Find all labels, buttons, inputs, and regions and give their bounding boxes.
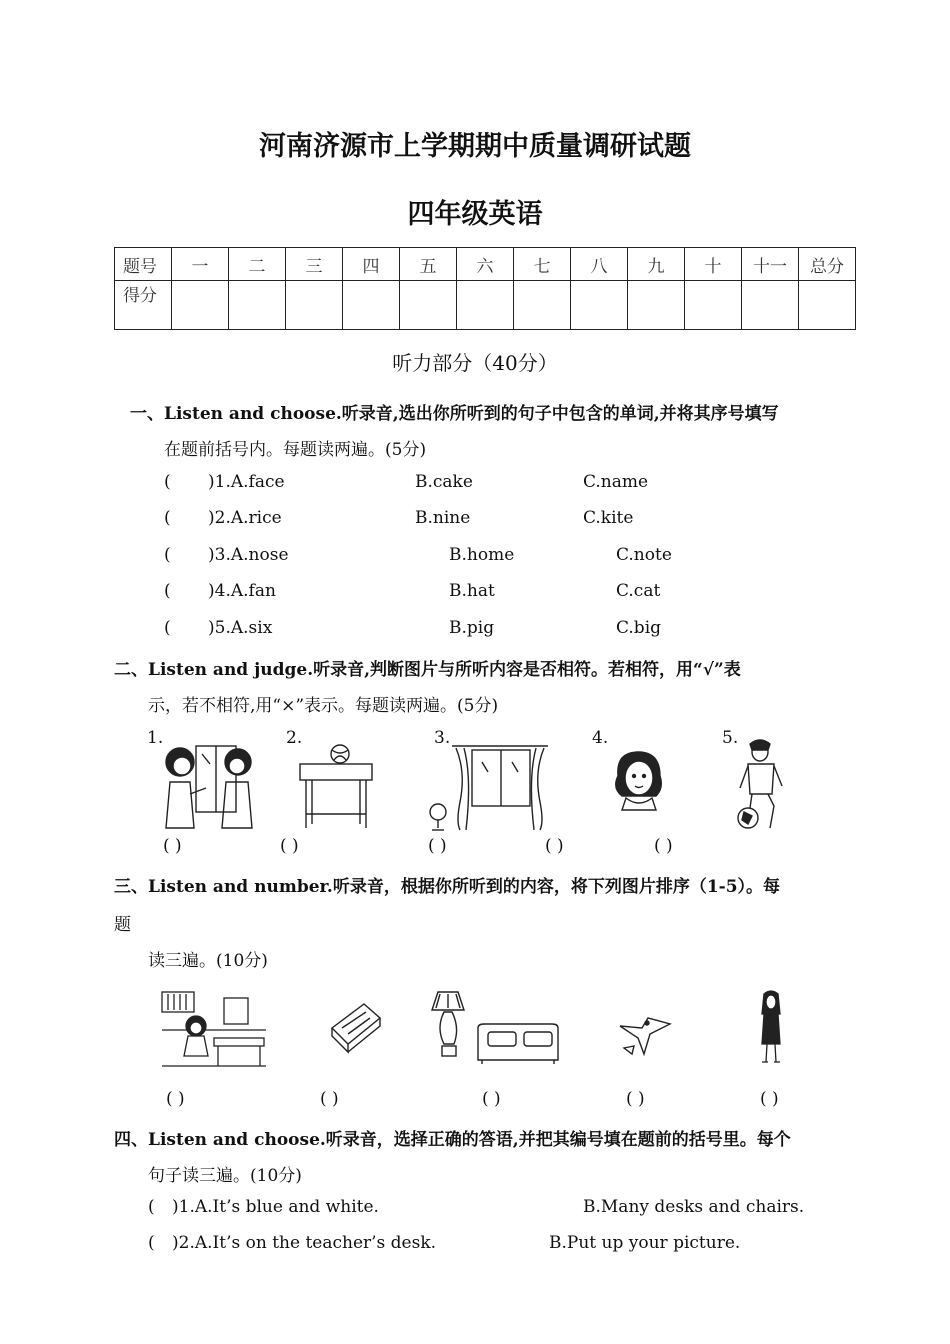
exam-subtitle: 四年级英语 (407, 199, 543, 230)
table-header-cell: 八 (571, 248, 628, 281)
score-cell[interactable] (685, 281, 742, 330)
answer-bracket[interactable]: ( ) (545, 836, 564, 856)
bird-picture (616, 1004, 674, 1060)
q1-heading: 一、Listen and choose.听录音,选出你所听到的句子中包含的单词,并将其序号填写 (130, 404, 779, 424)
score-table (114, 247, 856, 330)
table-header-cell: 七 (514, 248, 571, 281)
score-cell[interactable] (742, 281, 799, 330)
desk-with-ball-picture (296, 744, 376, 832)
answer-bracket[interactable]: ( ) (654, 836, 673, 856)
exam-title: 河南济源市上学期期中质量调研试题 (259, 131, 691, 162)
lamp-and-sofa-picture (428, 988, 562, 1066)
option-b: B.Put up your picture. (549, 1233, 741, 1253)
answer-paren[interactable]: ( (164, 618, 171, 638)
picture-number: 1. (147, 728, 164, 748)
answer-bracket[interactable]: ( ) (626, 1089, 645, 1109)
score-cell[interactable] (799, 281, 856, 330)
answer-paren[interactable]: ( (148, 1233, 155, 1253)
score-label-cell: 得分 (115, 281, 172, 330)
answer-bracket[interactable]: ( ) (760, 1089, 779, 1109)
q4-heading: 四、Listen and choose.听录音，选择正确的答语,并把其编号填在题前的括号里。每个 (114, 1130, 791, 1150)
option-a: )1.A.It’s blue and white. (172, 1197, 379, 1217)
answer-bracket[interactable]: ( ) (166, 1089, 185, 1109)
q3-heading-cont: 读三遍。(10分) (148, 951, 268, 971)
q4-heading-cont: 句子读三遍。(10分) (148, 1166, 302, 1186)
option-a: )2.A.rice (208, 508, 282, 528)
option-a: )4.A.fan (208, 581, 276, 601)
score-cell[interactable] (343, 281, 400, 330)
option-b: B.hat (449, 581, 495, 601)
answer-bracket[interactable]: ( ) (482, 1089, 501, 1109)
answer-paren[interactable]: ( (164, 508, 171, 528)
score-cell[interactable] (229, 281, 286, 330)
q2-heading: 二、Listen and judge.听录音,判断图片与所听内容是否相符。若相符，用“√”表 (114, 660, 741, 680)
answer-bracket[interactable]: ( ) (280, 836, 299, 856)
answer-paren[interactable]: ( (164, 472, 171, 492)
score-cell[interactable] (172, 281, 229, 330)
table-header-cell: 总分 (799, 248, 856, 281)
listening-heading: 听力部分（40分） (392, 351, 558, 375)
pencil-box-picture (326, 998, 384, 1054)
answer-bracket[interactable]: ( ) (320, 1089, 339, 1109)
table-header-cell: 题号 (115, 248, 172, 281)
option-b: B.nine (415, 508, 471, 528)
table-header-cell: 一 (172, 248, 229, 281)
table-header-cell: 五 (400, 248, 457, 281)
option-b: B.pig (449, 618, 495, 638)
picture-number: 2. (286, 728, 303, 748)
table-header-cell: 六 (457, 248, 514, 281)
option-c: C.cat (616, 581, 661, 601)
q3-heading-wrap: 题 (114, 915, 131, 935)
score-cell[interactable] (571, 281, 628, 330)
option-a: )5.A.six (208, 618, 273, 638)
option-c: C.note (616, 545, 672, 565)
answer-bracket[interactable]: ( ) (163, 836, 182, 856)
score-cell[interactable] (400, 281, 457, 330)
table-header-cell: 十 (685, 248, 742, 281)
picture-number: 4. (592, 728, 609, 748)
option-a: )1.A.face (208, 472, 285, 492)
option-c: C.big (616, 618, 662, 638)
two-girls-at-window-picture (158, 742, 268, 834)
option-c: C.kite (583, 508, 634, 528)
girl-in-classroom-picture (160, 990, 268, 1068)
answer-paren[interactable]: ( (164, 581, 171, 601)
option-b: B.cake (415, 472, 473, 492)
window-with-fan-picture (426, 742, 554, 832)
answer-bracket[interactable]: ( ) (428, 836, 447, 856)
girl-standing-picture (756, 990, 786, 1066)
score-cell[interactable] (457, 281, 514, 330)
score-cell[interactable] (514, 281, 571, 330)
answer-paren[interactable]: ( (164, 545, 171, 565)
score-table-score-row (115, 281, 856, 330)
picture-number: 5. (722, 728, 739, 748)
score-cell[interactable] (286, 281, 343, 330)
q1-heading-cont: 在题前括号内。每题读两遍。(5分) (164, 440, 427, 460)
answer-paren[interactable]: ( (148, 1197, 155, 1217)
table-header-cell: 九 (628, 248, 685, 281)
table-header-cell: 二 (229, 248, 286, 281)
picture-number: 3. (434, 728, 451, 748)
table-header-cell: 三 (286, 248, 343, 281)
table-header-cell: 四 (343, 248, 400, 281)
q3-heading: 三、Listen and number.听录音，根据你所听到的内容，将下列图片排序（1-5）。每 (114, 877, 781, 897)
score-cell[interactable] (628, 281, 685, 330)
table-header-cell: 十一 (742, 248, 799, 281)
score-table-header-row (115, 248, 856, 281)
option-b: B.Many desks and chairs. (583, 1197, 805, 1217)
q2-heading-cont: 示，若不相符,用“×”表示。每题读两遍。(5分) (148, 696, 499, 716)
girl-face-picture (610, 748, 668, 812)
option-a: )3.A.nose (208, 545, 289, 565)
option-c: C.name (583, 472, 649, 492)
option-b: B.home (449, 545, 515, 565)
boy-with-football-picture (734, 736, 792, 836)
option-a: )2.A.It’s on the teacher’s desk. (172, 1233, 437, 1253)
